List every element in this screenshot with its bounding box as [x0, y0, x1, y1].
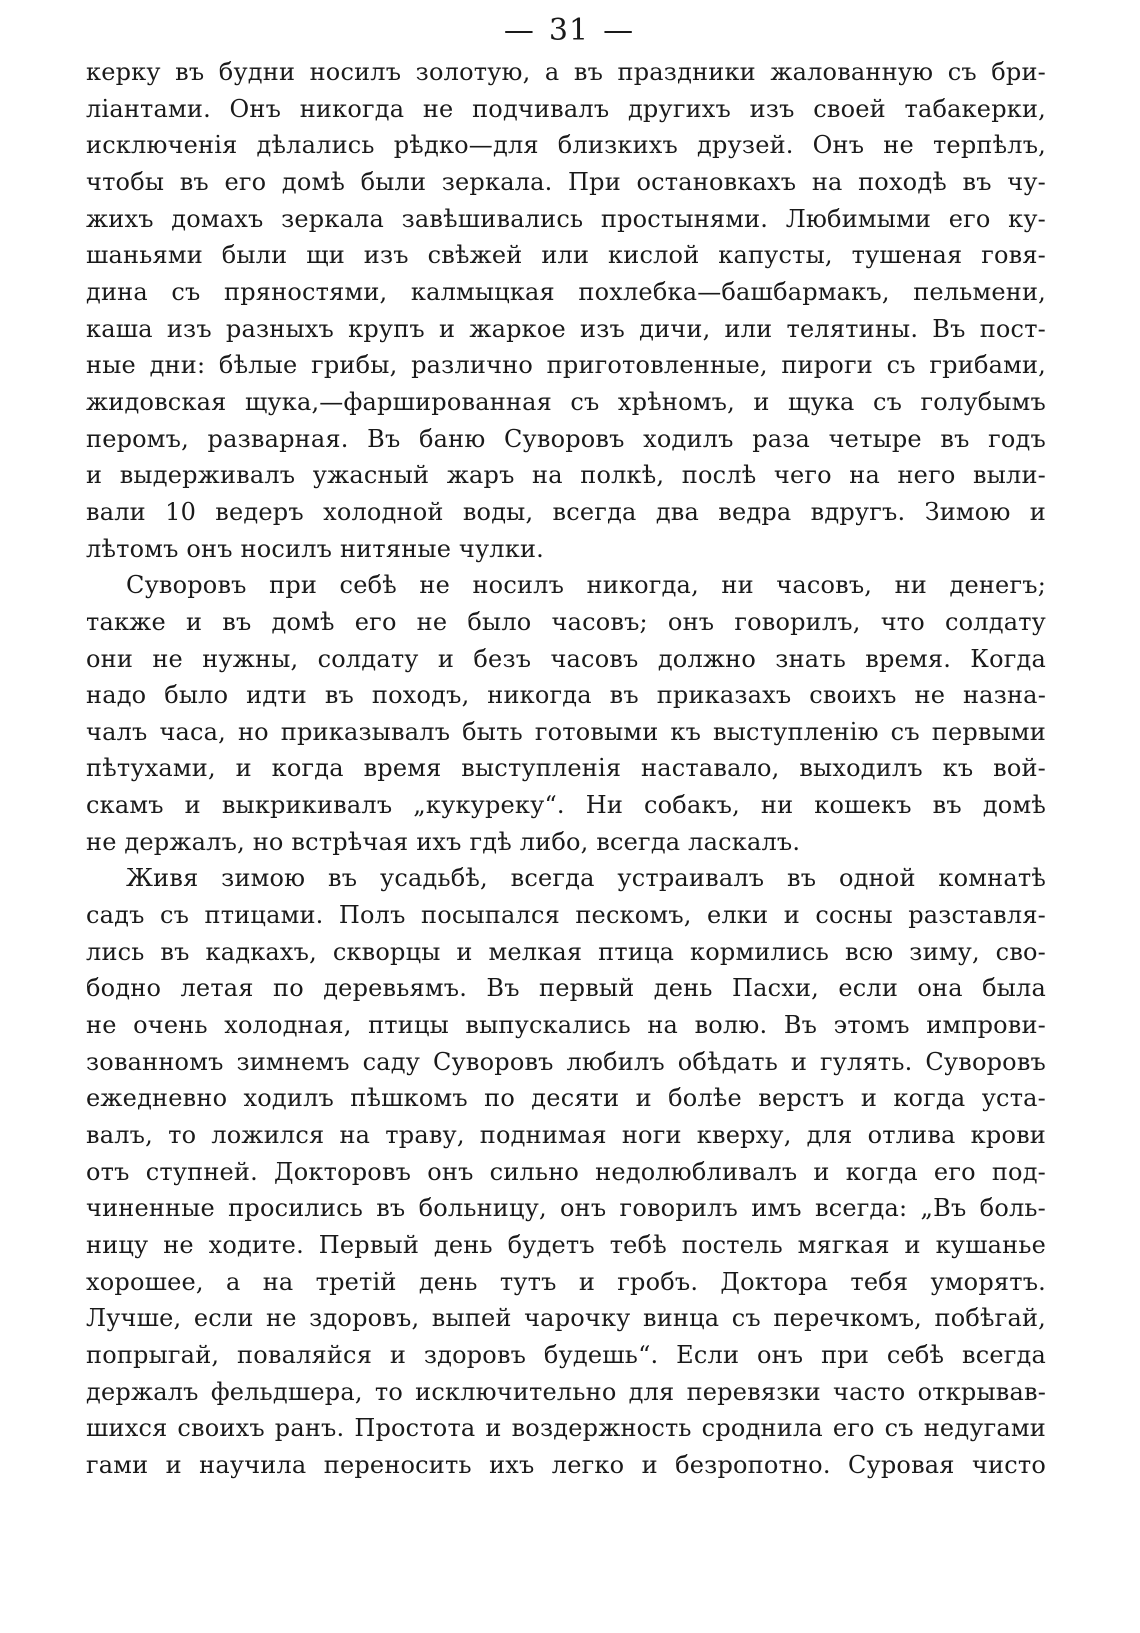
text-line: Лучше, если не здоровъ, выпей чарочку винца съ перечкомъ, побѣгай,: [86, 1304, 1046, 1333]
text-line: ницу не ходите. Первый день будетъ тебѣ постель мягкая и кушанье: [86, 1231, 1046, 1259]
text-line: и выдерживалъ ужасный жаръ на полкѣ, послѣ чего на него выли-: [86, 461, 1046, 490]
text-line: чиненные просились въ больницу, онъ говорилъ имъ всегда: „Въ боль-: [86, 1194, 1046, 1223]
text-line: вали 10 ведеръ холодной воды, всегда два ведра вдругъ. Зимою и: [86, 497, 1046, 526]
text-line-content: Суворовъ при себѣ не носилъ никогда, ни часовъ, ни денегъ;: [126, 571, 1046, 600]
text-line: зованномъ зимнемъ саду Суворовъ любилъ обѣдать и гулять. Суворовъ: [86, 1047, 1046, 1076]
text-line: бодно летая по деревьямъ. Въ первый день Пасхи, если она была: [86, 974, 1046, 1003]
text-line: жидовская щука,—фаршированная съ хрѣномъ, и щука съ голубымъ: [86, 387, 1046, 416]
text-line: жихъ домахъ зеркала завѣшивались простынями. Любимыми его ку-: [86, 204, 1046, 233]
text-line: ліантами. Онъ никогда не подчивалъ другихъ изъ своей табакерки,: [86, 94, 1046, 123]
text-line: не держалъ, но встрѣчая ихъ гдѣ либо, всегда ласкалъ.: [86, 827, 801, 856]
header-dash-right: —: [603, 13, 635, 48]
text-line: скамъ и выкрикивалъ „кукуреку“. Ни собакъ, ни кошекъ въ домѣ: [86, 791, 1046, 820]
paragraph-2: [86, 567, 1046, 860]
text-line: отъ ступней. Докторовъ онъ сильно недолюбливалъ и когда его под-: [86, 1157, 1046, 1186]
text-line: керку въ будни носилъ золотую, а въ праздники жалованную съ бри-: [86, 58, 1046, 86]
paragraph-1: [86, 54, 1046, 567]
text-line: шихся своихъ ранъ. Простота и воздержность сроднила его съ недугами: [86, 1414, 1046, 1443]
text-line: шаньями были щи изъ свѣжей или кислой капусты, тушеная говя-: [86, 241, 1046, 270]
text-line-indented: [86, 567, 1046, 604]
header-dash-left: —: [503, 13, 535, 48]
body-text: [86, 54, 1046, 1484]
text-line: попрыгай, поваляйся и здоровъ будешь“. Если онъ при себѣ всегда: [86, 1340, 1046, 1369]
text-line: перомъ, разварная. Въ баню Суворовъ ходилъ раза четыре въ годъ: [86, 424, 1046, 453]
text-line: лись въ кадкахъ, скворцы и мелкая птица кормились всю зиму, сво-: [86, 937, 1046, 966]
text-line: лѣтомъ онъ носилъ нитяные чулки.: [86, 534, 544, 563]
text-line: гами и научила переносить ихъ легко и безропотно. Суровая чисто: [86, 1450, 1046, 1479]
page-header: [86, 14, 1046, 54]
text-line: чтобы въ его домѣ были зеркала. При остановкахъ на походѣ въ чу-: [86, 167, 1046, 196]
text-line-content: Живя зимою въ усадьбѣ, всегда устраивалъ въ одной комнатѣ: [126, 864, 1046, 893]
text-line: хорошее, а на третій день тутъ и гробъ. Доктора тебя уморятъ.: [86, 1267, 1046, 1296]
paragraph-3: [86, 860, 1046, 1483]
text-line: ные дни: бѣлые грибы, различно приготовленные, пироги съ грибами,: [86, 351, 1046, 380]
book-page: [86, 14, 1046, 1484]
text-line: ежедневно ходилъ пѣшкомъ по десяти и болѣе верстъ и когда уста-: [86, 1084, 1046, 1113]
text-line: чалъ часа, но приказывалъ быть готовыми къ выступленію съ первыми: [86, 717, 1046, 746]
text-line: валъ, то ложился на траву, поднимая ноги кверху, для отлива крови: [86, 1121, 1046, 1150]
text-line: дина съ пряностями, калмыцкая похлебка—башбармакъ, пельмени,: [86, 277, 1046, 306]
text-line: надо было идти въ походъ, никогда въ приказахъ своихъ не назна-: [86, 681, 1046, 710]
text-line: держалъ фельдшера, то исключительно для перевязки часто открывав-: [86, 1377, 1046, 1406]
text-line-indented: [86, 860, 1046, 897]
text-line: каша изъ разныхъ крупъ и жаркое изъ дичи, или телятины. Въ пост-: [86, 314, 1046, 343]
text-line: они не нужны, солдату и безъ часовъ должно знать время. Когда: [86, 644, 1046, 673]
text-line: садъ съ птицами. Полъ посыпался пескомъ, елки и сосны разставля-: [86, 901, 1046, 930]
text-line: пѣтухами, и когда время выступленія наставало, выходилъ къ вой-: [86, 754, 1046, 783]
page-number: 31: [548, 13, 590, 48]
text-line: исключенія дѣлались рѣдко—для близкихъ друзей. Онъ не терпѣлъ,: [86, 131, 1046, 160]
text-line: не очень холодная, птицы выпускались на волю. Въ этомъ импрови-: [86, 1011, 1046, 1040]
text-line: также и въ домѣ его не было часовъ; онъ говорилъ, что солдату: [86, 607, 1046, 636]
